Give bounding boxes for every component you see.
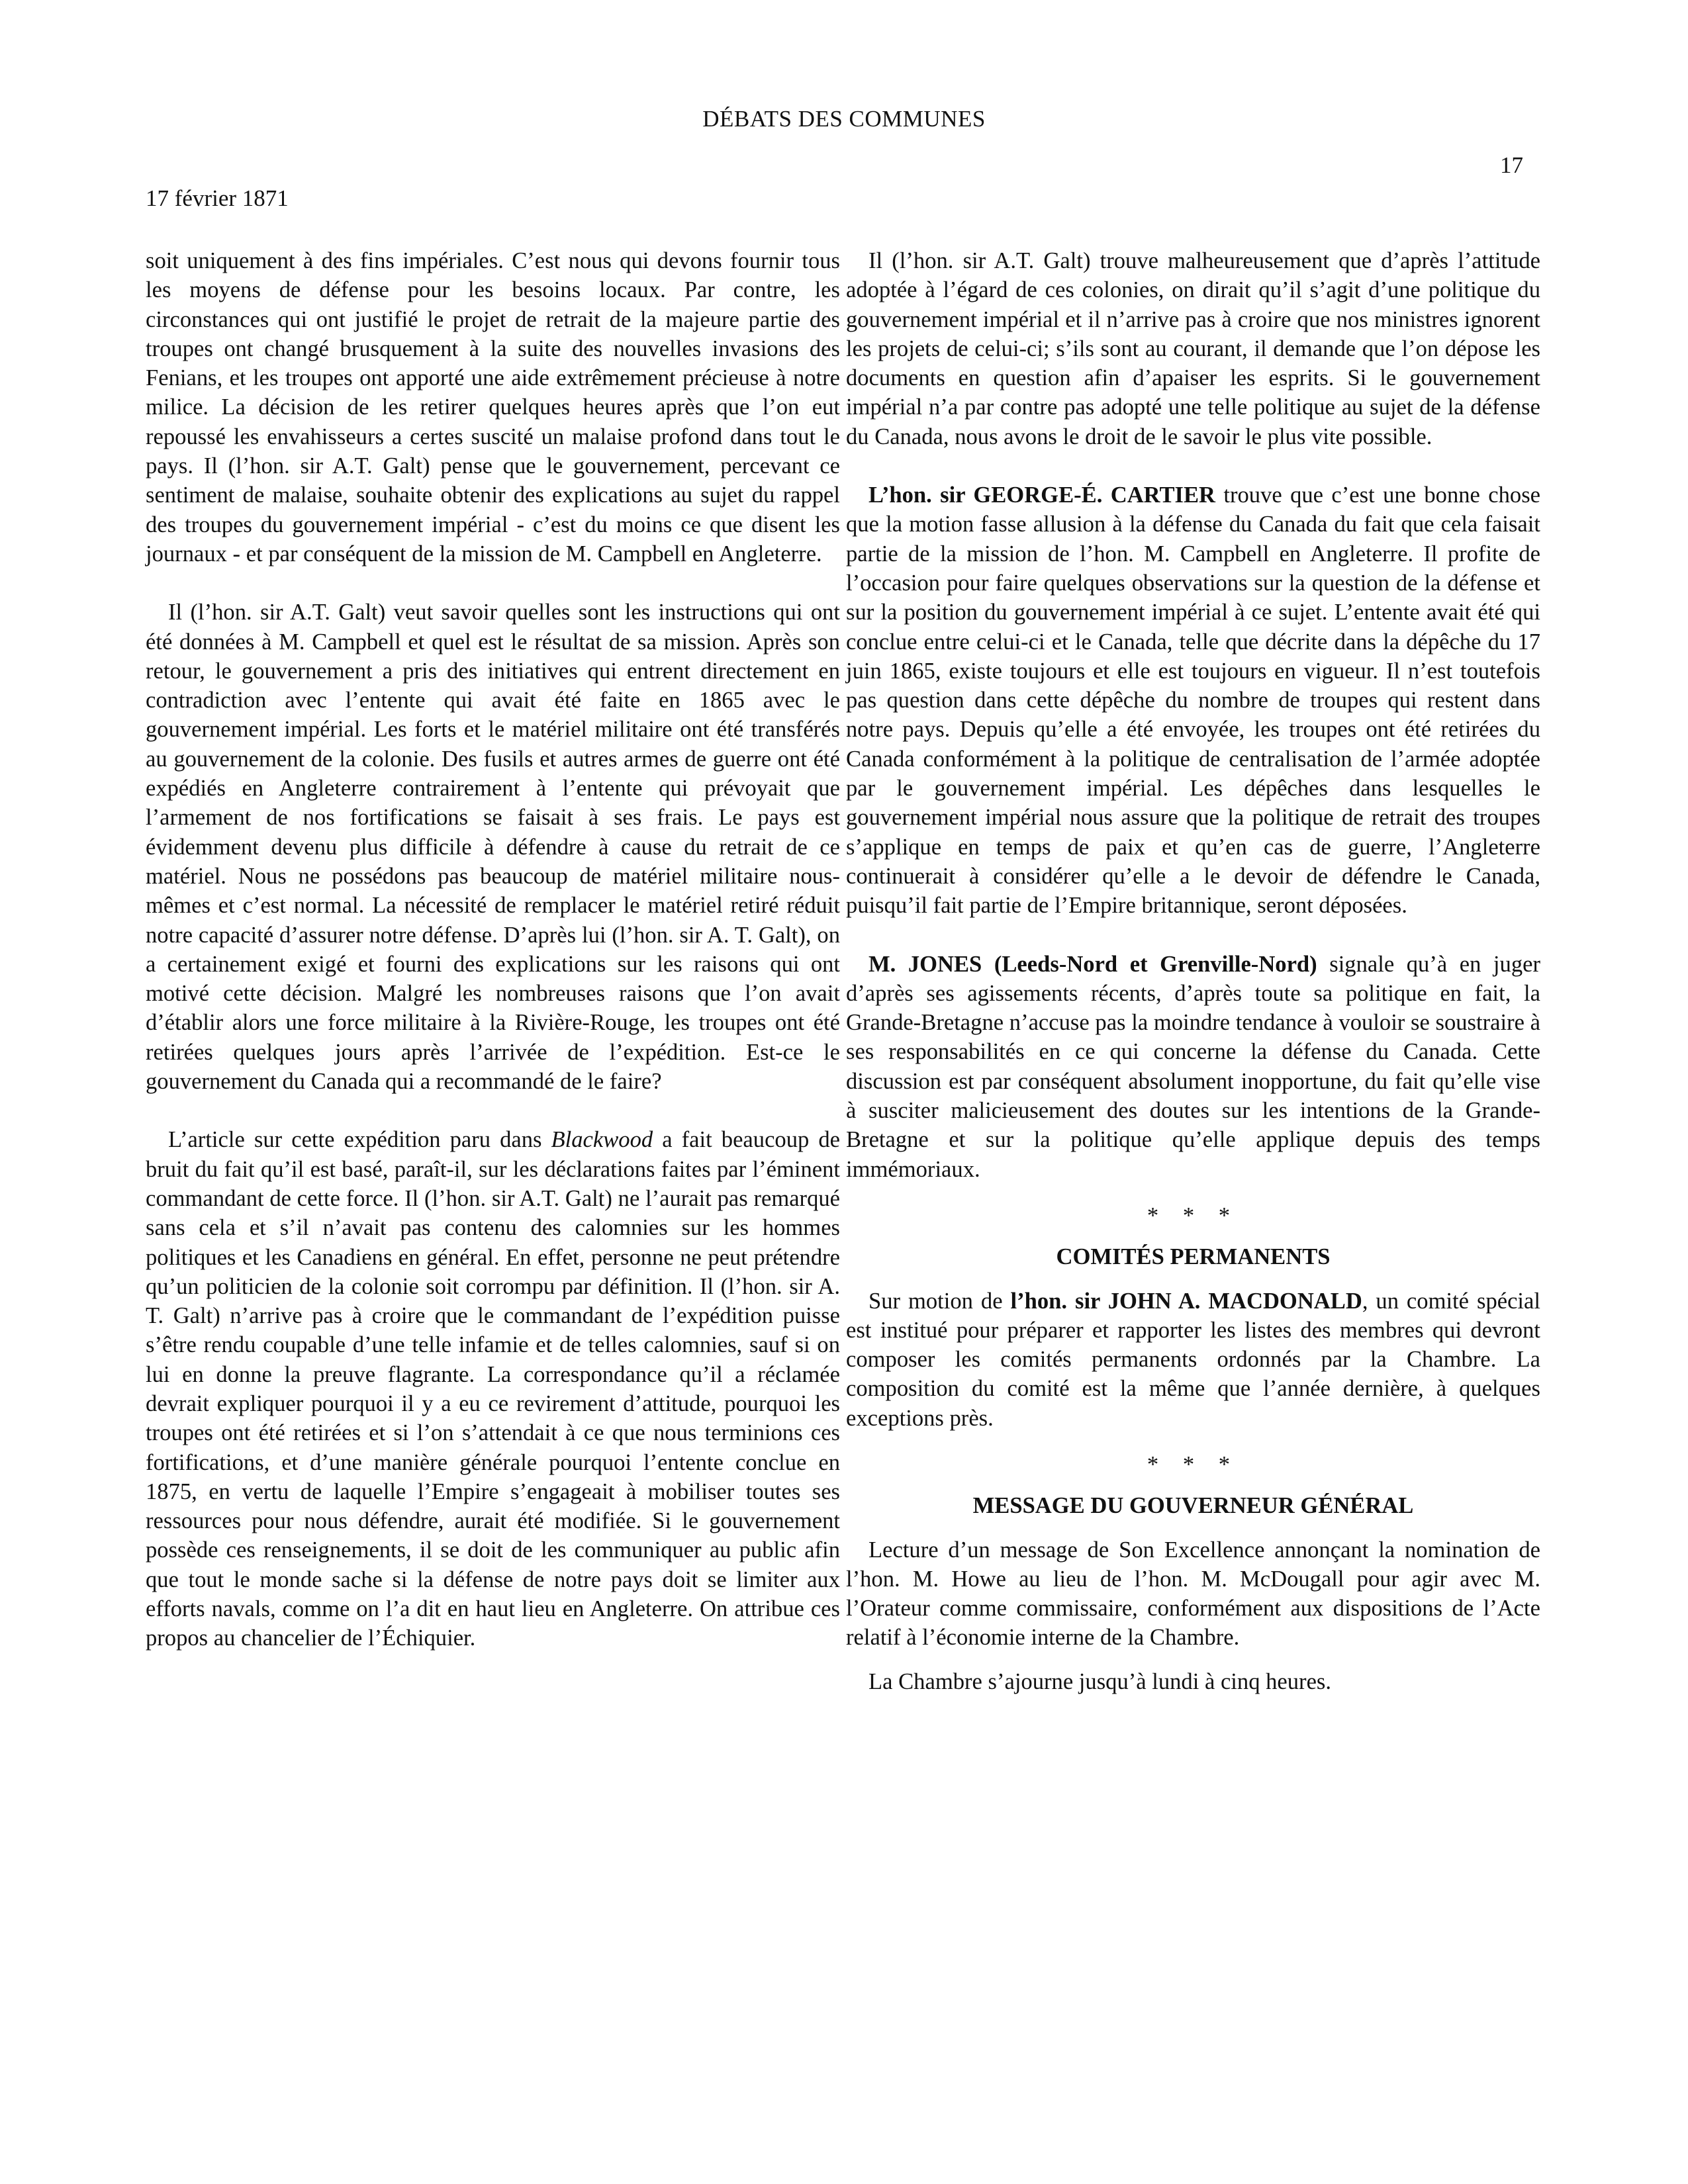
paragraph xyxy=(846,480,1540,920)
paragraph: soit uniquement à des fins impériales. C’est nous qui devons fournir tous les moyens de défense pour les besoins locaux. Par contre, les circonstances qui ont justifié le projet de retrait de la majeure partie des troupes ont changé brusquement à la suite des nouvelles invasions des Fenians, et les troupes ont apporté une aide extrêmement précieuse à notre milice. La décision de les retirer quelques heures après que l’on eut repoussé les envahisseurs a certes suscité un malaise profond dans tout le pays. Il (l’hon. sir A.T. Galt) pense que le gouvernement, percevant ce sentiment de malaise, souhaite obtenir des explications au sujet du rappel des troupes du gouvernement impérial - c’est du moins ce que disent les journaux - et par conséquent de la mission de M. Campbell en Angleterre. xyxy=(146,248,840,567)
paragraph-text: trouve que c’est une bonne chose que la motion fasse allusion à la défense du Canada du fait que cela faisait partie de la mission de l’hon. M. Campbell en Angleterre. Il profite de l’occasion pour faire quelques observations sur la question de la défense et sur la position du gouvernement impérial à ce sujet. L’entente avait été qui conclue entre celui-ci et le Canada, telle que décrite dans la dépêche du 17 juin 1865, existe toujours et elle est toujours en vigueur. Il n’est toutefois pas question dans cette dépêche du nombre de troupes qui restent dans notre pays. Depuis qu’elle a été envoyée, les troupes ont été retirées du Canada conformément à la politique de centralisation de l’armée adoptée par le gouvernement impérial. Les dépêches dans lesquelles le gouvernement impérial nous assure que la politique de retrait des troupes s’applique en temps de paix et qu’en cas de guerre, l’Angleterre continuerait à considérer qu’elle a le devoir de défendre le Canada, puisqu’il fait partie de l’Empire britannique, seront déposées. xyxy=(846,482,1540,919)
section-separator: * * * xyxy=(1147,1451,1240,1477)
speaker-name: L’hon. sir GEORGE-É. CARTIER xyxy=(868,482,1215,508)
paragraph xyxy=(146,1125,840,1653)
page-date: 17 février 1871 xyxy=(146,185,289,211)
section-separator: * * * xyxy=(1147,1203,1240,1228)
paragraph: La Chambre s’ajourne jusqu’à lundi à cinq heures. xyxy=(868,1668,1332,1694)
page-header: DÉBATS DES COMMUNES xyxy=(702,106,986,132)
paragraph-text: , un comité spécial est institué pour préparer et rapporter les listes des membres qui devront composer les comités permanents ordonnés par la Chambre. La composition du comité est la même que l’année dernière, à quelques exceptions près. xyxy=(846,1288,1540,1431)
paragraph: Lecture d’un message de Son Excellence annonçant la nomination de l’hon. M. Howe au lieu de l’hon. M. McDougall pour agir avec M. l’Orateur comme commissaire, conformément aux dispositions de l’Acte relatif à l’économie interne de la Chambre. xyxy=(846,1537,1540,1651)
paragraph-text: Sur motion de xyxy=(868,1288,1011,1314)
paragraph-text: L’article sur cette expédition paru dans xyxy=(168,1127,551,1153)
paragraph xyxy=(846,1287,1540,1433)
speaker-name: M. JONES (Leeds-Nord et Grenville-Nord) xyxy=(868,951,1317,977)
publication-title: Blackwood xyxy=(551,1127,653,1153)
left-column xyxy=(146,246,840,1653)
paragraph: Il (l’hon. sir A.T. Galt) veut savoir quelles sont les instructions qui ont été données à M. Campbell et quel est le résultat de sa mission. Après son retour, le gouvernement a pris des initiatives qui entrent directement en contradiction avec l’entente qui avait été faite en 1865 avec le gouvernement impérial. Les forts et le matériel militaire ont été transférés au gouvernement de la colonie. Des fusils et autres armes de guerre ont été expédiés en Angleterre contrairement à l’entente qui prévoyait que l’armement de nos fortifications se faisait à ses frais. Le pays est évidemment devenu plus difficile à défendre à cause du retrait de ce matériel. Nous ne possédons pas beaucoup de matériel militaire nous-mêmes et c’est normal. La nécessité de remplacer le matériel retiré réduit notre capacité d’assurer notre défense. D’après lui (l’hon. sir A. T. Galt), on a certainement exigé et fourni des explications sur les raisons qui ont motivé cette décision. Malgré les nombreuses raisons que l’on avait d’établir alors une force militaire à la Rivière-Rouge, les troupes ont été retirées quelques jours après l’arrivée de l’expédition. Est-ce le gouvernement du Canada qui a recommandé de le faire? xyxy=(146,600,840,1095)
page-number: 17 xyxy=(1500,152,1523,178)
section-heading: COMITÉS PERMANENTS xyxy=(1056,1244,1331,1270)
paragraph-text: a fait beaucoup de bruit du fait qu’il est basé, paraît-il, sur les déclarations faites par l’éminent commandant de cette force. Il (l’hon. sir A.T. Galt) ne l’aurait pas remarqué sans cela et s’il n’avait pas contenu des calomnies sur les hommes politiques et les Canadiens en général. En effet, personne ne peut prétendre qu’un politicien de la colonie soit corrompu par définition. Il (l’hon. sir A. T. Galt) n’arrive pas à croire que le commandant de l’expédition puisse s’être rendu coupable d’une telle infamie et de telles calomnies, sauf si on lui en donne la preuve flagrante. La correspondance qu’il a réclamée devrait expliquer pourquoi il y a eu ce revirement d’attitude, pourquoi les troupes ont été retirées et si l’on s’attendait à ce que nous terminions ces fortifications, et d’une manière générale pourquoi l’entente conclue en 1875, en vertu de laquelle l’Empire s’engageait à mobiliser toutes ses ressources pour nous défendre, aurait été modifiée. Si le gouvernement possède ces renseignements, il se doit de les communiquer au public afin que tout le monde sache si la défense de notre pays doit se limiter aux efforts navals, comme on l’a dit en haut lieu en Angleterre. On attribue ces propos au chancelier de l’Échiquier. xyxy=(146,1127,840,1651)
speaker-name: l’hon. sir JOHN A. MACDONALD xyxy=(1010,1288,1362,1314)
section-heading: MESSAGE DU GOUVERNEUR GÉNÉRAL xyxy=(972,1493,1414,1519)
paragraph: Il (l’hon. sir A.T. Galt) trouve malheureusement que d’après l’attitude adoptée à l’égard de ces colonies, on dirait qu’il s’agit d’une politique du gouvernement impérial et il n’arrive pas à croire que nos ministres ignorent les projets de celui-ci; s’ils sont au courant, il demande que l’on dépose les documents en question afin d’apaiser les esprits. Si le gouvernement impérial n’a par contre pas adopté une telle politique au sujet de la défense du Canada, nous avons le droit de le savoir le plus vite possible. xyxy=(846,248,1540,449)
right-column xyxy=(846,246,1540,1696)
paragraph xyxy=(846,950,1540,1184)
paragraph-text: signale qu’à en juger d’après ses agissements récents, d’après toute sa politique en fait, la Grande-Bretagne n’accuse pas la moindre tendance à vouloir se soustraire à ses responsabilités en ce qui concerne la défense du Canada. Cette discussion est par conséquent absolument inopportune, du fait qu’elle vise à susciter malicieusement des doutes sur les intentions de la Grande-Bretagne et sur la politique qu’elle applique depuis des temps immémoriaux. xyxy=(846,951,1540,1182)
